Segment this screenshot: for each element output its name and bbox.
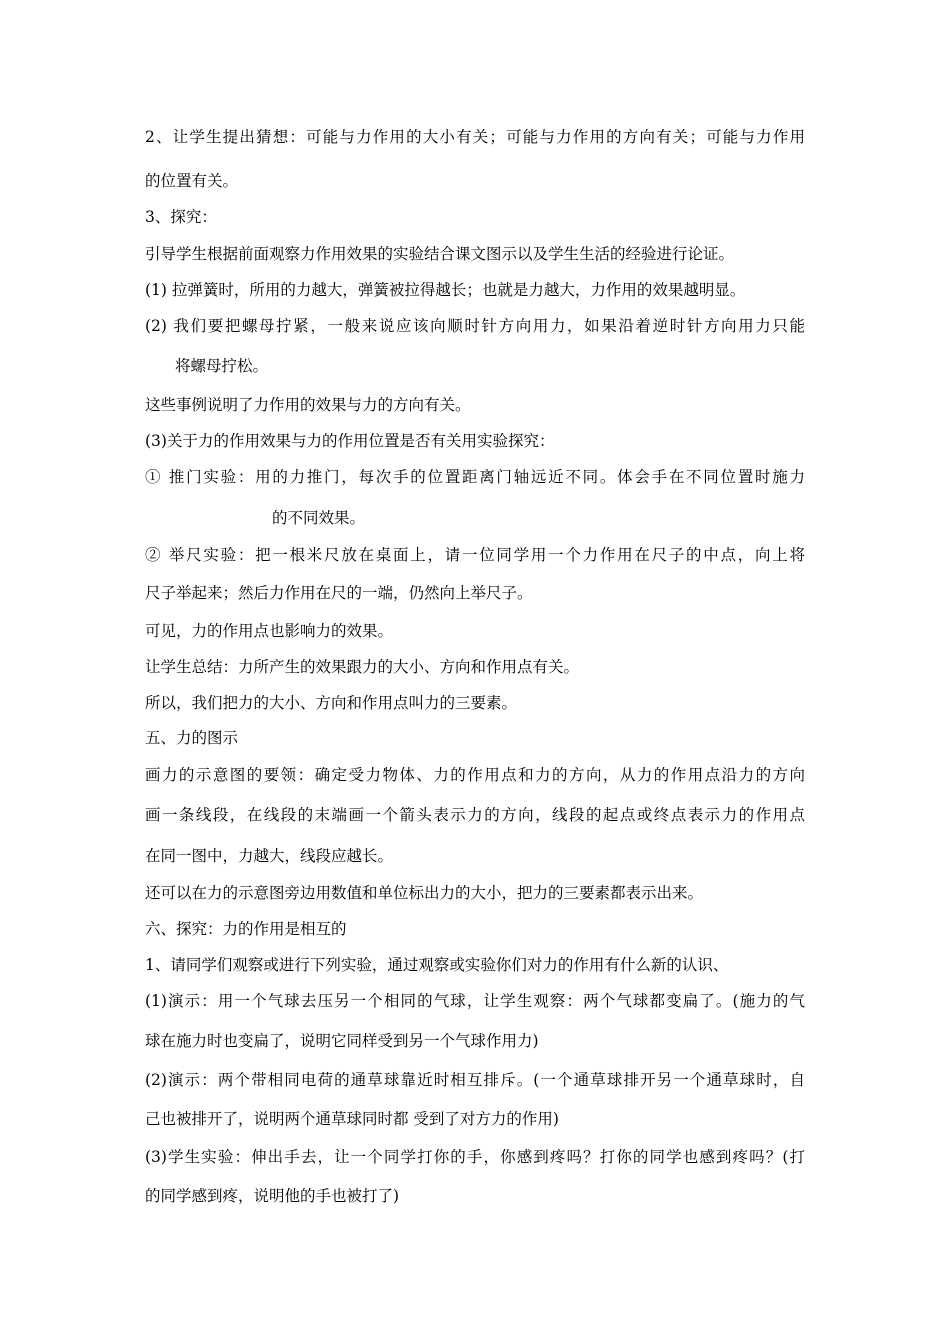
list-item-continuation: 己也被排开了，说明两个通草球同时都 受到了对方力的作用) — [145, 1110, 559, 1128]
list-item: (1)演示：用一个气球去压另一个相同的气球，让学生观察：两个气球都变扁了。(施力的气 — [145, 992, 805, 1010]
paragraph-line: 画力的示意图的要领：确定受力物体、力的作用点和力的方向，从力的作用点沿力的方向 — [145, 766, 805, 784]
paragraph-line: 引导学生根据前面观察力作用效果的实验结合课文图示以及学生生活的经验进行论证。 — [145, 245, 735, 263]
paragraph-line: 所以，我们把力的大小、方向和作用点叫力的三要素。 — [145, 694, 518, 712]
list-item: (2) 我们要把螺母拧紧，一般来说应该向顺时针方向用力，如果沿着逆时针方向用力只能 — [145, 317, 805, 335]
list-item: (2)演示：两个带相同电荷的通草球靠近时相互排斥。(一个通草球排开另一个通草球时，自 — [145, 1071, 805, 1089]
paragraph-line: 可见，力的作用点也影响力的效果。 — [145, 622, 394, 640]
section-heading: 六、探究：力的作用是相互的 — [145, 920, 347, 938]
section-heading: 3、探究： — [145, 208, 217, 226]
list-item: ② 举尺实验：把一根米尺放在桌面上，请一位同学用一个力作用在尺子的中点，向上将 — [145, 546, 805, 564]
section-heading: 五、力的图示 — [145, 729, 239, 747]
list-item: (3)学生实验：伸出手去，让一个同学打你的手，你感到疼吗？打你的同学也感到疼吗？(打 — [145, 1148, 805, 1166]
paragraph-line: (3)关于力的作用效果与力的作用位置是否有关用实验探究： — [145, 432, 555, 450]
list-item-continuation: 将螺母拧松。 — [175, 357, 269, 375]
paragraph-line: 让学生总结：力所产生的效果跟力的大小、方向和作用点有关。 — [145, 658, 580, 676]
list-item-continuation: 球在施力时也变扁了，说明它同样受到另一个气球作用力) — [145, 1032, 539, 1050]
paragraph-line: 的位置有关。 — [145, 172, 239, 190]
list-item: ① 推门实验：用的力推门，每次手的位置距离门轴远近不同。体会手在不同位置时施力 — [145, 468, 805, 486]
paragraph-line: 画一条线段，在线段的末端画一个箭头表示力的方向，线段的起点或终点表示力的作用点 — [145, 806, 805, 824]
list-item: (1) 拉弹簧时，所用的力越大，弹簧被拉得越长；也就是力越大，力作用的效果越明显。 — [145, 281, 746, 299]
paragraph-line: 这些事例说明了力作用的效果与力的方向有关。 — [145, 396, 471, 414]
list-item-continuation: 的不同效果。 — [272, 509, 366, 527]
paragraph-line: 1、请同学们观察或进行下列实验，通过观察或实验你们对力的作用有什么新的认识、 — [145, 956, 729, 974]
paragraph-line: 2、让学生提出猜想：可能与力作用的大小有关；可能与力作用的方向有关；可能与力作用 — [145, 128, 805, 146]
paragraph-line: 尺子举起来；然后力作用在尺的一端，仍然向上举尺子。 — [145, 584, 533, 602]
paragraph-line: 在同一图中，力越大，线段应越长。 — [145, 847, 394, 865]
list-item-continuation: 的同学感到疼，说明他的手也被打了) — [145, 1187, 400, 1205]
paragraph-line: 还可以在力的示意图旁边用数值和单位标出力的大小，把力的三要素都表示出来。 — [145, 884, 704, 902]
